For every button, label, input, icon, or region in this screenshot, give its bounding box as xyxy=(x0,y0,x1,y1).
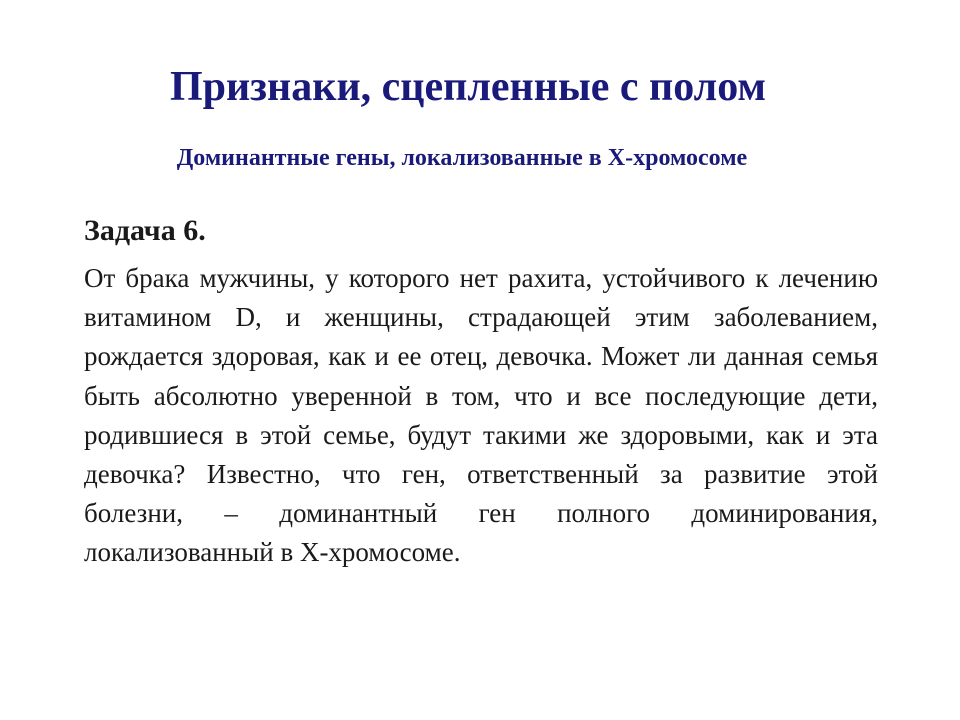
slide-title: Признаки, сцепленные с полом xyxy=(169,64,767,110)
slide-subtitle: Доминантные гены, локализованные в Х-хромосоме xyxy=(176,145,748,171)
task-text: От брака мужчины, у которого нет рахита, устойчивого к лечению витамином D, и женщины, страдающей этим заболеванием, рождается здоровая, как и ее отец, девочка. Может ли данная семья быть абсолютно уверенной в том, что и все последующие дети, родившиеся в этой семье, будут такими же здоровыми, как и эта девочка? Известно, что ген, ответственный за развитие этой болезни, – доминантный ген полного доминирования, локализованный в Х-хромосоме. xyxy=(84,263,878,568)
task-heading: Задача 6. xyxy=(84,214,206,247)
